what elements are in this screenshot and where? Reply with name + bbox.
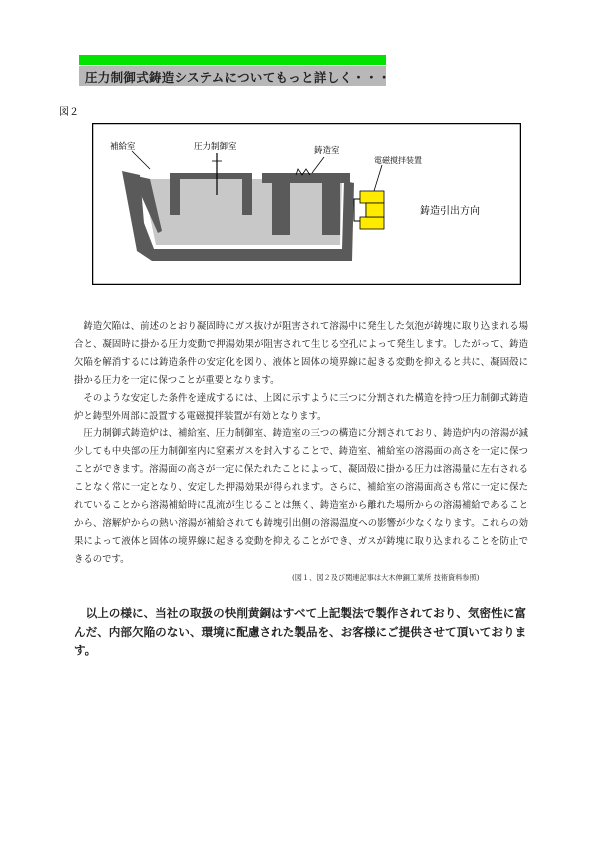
paragraph-2: そのような安定した条件を達成するには、上図に示すように三つに分割された構造を持つ圧力制御式鋳造炉と鋳型外周部に設置する電磁撹拌装置が有効となります。 xyxy=(74,392,528,422)
page-title: 圧力制御式鋳造システムについてもっと詳しく・・・ xyxy=(85,70,391,85)
stirrer-core xyxy=(366,203,384,217)
paragraph-1: 鋳造欠陥は、前述のとおり凝固時にガス抜けが阻害されて溶湯中に発生した気泡が鋳塊に取り込まれる場合と、凝固時に掛かる圧力変動で押湯効果が阻害されて生じる空孔によって発生します。したがって、鋳造欠陥を解消するには鋳造条件の安定化を図り、液体と固体の境界線に起きる変動を抑えると共に、凝固殻に掛かる圧力を一定に保つことが重要となります。 xyxy=(74,321,528,386)
closing-text: 以上の様に、当社の取扱の快削黄銅はすべて上記製法で製作されており、気密性に富んだ、内部欠陥のない、環境に配慮された製品を、お客様にご提供させて頂いております。 xyxy=(74,606,527,657)
source-credit: (図１、図２及び関連記事は大木伸銅工業所 技術資料参照) xyxy=(292,573,480,582)
header-accent-bar xyxy=(79,55,386,65)
casting-furnace-diagram xyxy=(92,123,521,285)
stirrer-bottom xyxy=(360,217,384,229)
figure-label: 図２ xyxy=(59,107,79,118)
closing-statement xyxy=(74,604,528,660)
label-casting-chamber: 鋳造室 xyxy=(314,146,340,156)
label-pressure-chamber: 圧力制御室 xyxy=(194,142,237,152)
stirrer-top xyxy=(360,191,384,203)
label-stirrer: 電磁撹拌装置 xyxy=(374,156,422,165)
paragraph-3: 圧力制御式鋳造炉は、補給室、圧力制御室、鋳造室の三つの構造に分割されており、鋳造炉内の溶湯が減少しても中央部の圧力制御室内に窒素ガスを封入することで、鋳造室、補給室の溶湯面の高さを一定に保つことができます。溶湯面の高さが一定に保たれたことによって、凝固殻に掛かる圧力は溶湯量に左右されることなく常に一定となり、安定した押湯効果が得られます。さらに、補給室の溶湯面高さも常に一定に保たれていることから溶湯補給時に乱流が生じることは無く、鋳造室から離れた場所からの溶湯補給であることから、溶解炉からの熱い溶湯が補給されても鋳塊引出側の溶湯温度への影響が少なくなります。これらの効果によって液体と固体の境界線に起きる変動を抑えることができ、ガスが鋳塊に取り込まれることを防止できるのです。 xyxy=(74,428,528,565)
body-text xyxy=(74,318,528,569)
label-direction: 鋳造引出方向 xyxy=(420,206,480,217)
label-feed-chamber: 補給室 xyxy=(110,142,136,152)
